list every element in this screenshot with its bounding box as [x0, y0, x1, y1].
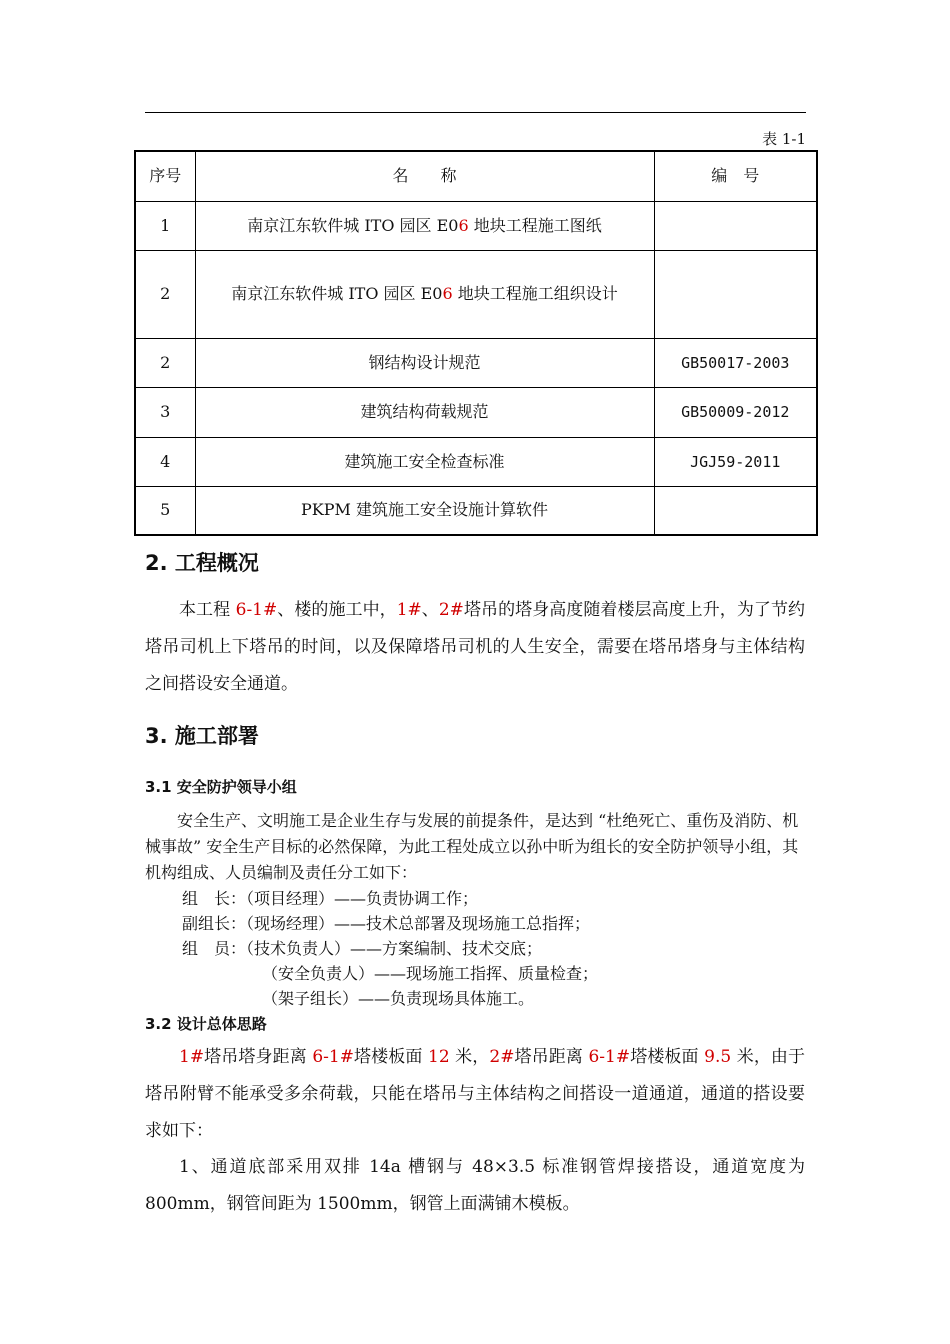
row-name: 南京江东软件城 ITO 园区 E06 地块工程施工组织设计 [195, 250, 654, 338]
table-row [135, 338, 817, 387]
role-safety: （安全负责人）——现场施工指挥、质量检查； [262, 964, 599, 983]
section-2-paragraph: 本工程 6-1#、楼的施工中，1#、2#塔吊的塔身高度随着楼层高度上升，为了节约塔吊司机上下塔吊的时间，以及保障塔吊司机的人生安全，需要在塔吊塔身与主体结构之间搭设安全通道。 [145, 600, 806, 694]
section-2-title: 2. 工程概况 [145, 551, 259, 575]
row-no: 2 [135, 338, 195, 387]
row-name: 南京江东软件城 ITO 园区 E06 地块工程施工图纸 [195, 201, 654, 250]
table-row [135, 486, 817, 535]
role-scaffold: （架子组长）——负责现场具体施工。 [262, 989, 535, 1008]
header-name: 名 称 [195, 151, 654, 201]
row-code [654, 486, 817, 535]
row-no: 5 [135, 486, 195, 535]
section-3-1-title: 3.1 安全防护领导小组 [145, 778, 297, 796]
reference-table [134, 150, 818, 536]
section-3-2-paragraph: 1#塔吊塔身距离 6-1#塔楼板面 12 米，2#塔吊距离 6-1#塔楼板面 9.5 米，由于塔吊附臂不能承受多余荷载，只能在塔吊与主体结构之间搭设一道通道，通道的搭设要求如下： [145, 1047, 806, 1141]
row-code [654, 250, 817, 338]
section-3-1-paragraph: 安全生产、文明施工是企业生存与发展的前提条件，是达到 “杜绝死亡、重伤及消防、机械事故” 安全生产目标的必然保障，为此工程处成立以孙中昕为组长的安全防护领导小组，其机构组成、人员编制及责任分工如下： [145, 811, 799, 882]
table-row [135, 250, 817, 338]
role-deputy: 副组长：（现场经理）——技术总部署及现场施工总指挥； [182, 914, 591, 933]
row-name: 建筑结构荷载规范 [195, 387, 654, 437]
row-name: PKPM 建筑施工安全设施计算软件 [195, 486, 654, 535]
row-code: GB50009-2012 [654, 387, 817, 437]
header-code: 编 号 [654, 151, 817, 201]
row-no: 3 [135, 387, 195, 437]
row-name: 建筑施工安全检查标准 [195, 437, 654, 486]
section-3-title: 3. 施工部署 [145, 724, 259, 748]
section-3-2-item-1: 1、通道底部采用双排 14a 槽钢与 48×3.5 标准钢管焊接搭设，通道宽度为 800mm，钢管间距为 1500mm，钢管上面满铺木模板。 [145, 1157, 805, 1214]
row-no: 1 [135, 201, 195, 250]
row-code: GB50017-2003 [654, 338, 817, 387]
table-row [135, 201, 817, 250]
header-rule [145, 112, 806, 113]
table-caption: 表 1-1 [762, 130, 806, 148]
role-leader: 组 长：（项目经理）——负责协调工作； [182, 889, 479, 908]
row-no: 2 [135, 250, 195, 338]
row-code: JGJ59-2011 [654, 437, 817, 486]
row-name: 钢结构设计规范 [195, 338, 654, 387]
role-member: 组 员：（技术负责人）——方案编制、技术交底； [182, 939, 543, 958]
row-no: 4 [135, 437, 195, 486]
table-row [135, 387, 817, 437]
row-code [654, 201, 817, 250]
table-header-row [135, 151, 817, 201]
table-row [135, 437, 817, 486]
header-no: 序号 [135, 151, 195, 201]
section-3-2-title: 3.2 设计总体思路 [145, 1015, 267, 1033]
